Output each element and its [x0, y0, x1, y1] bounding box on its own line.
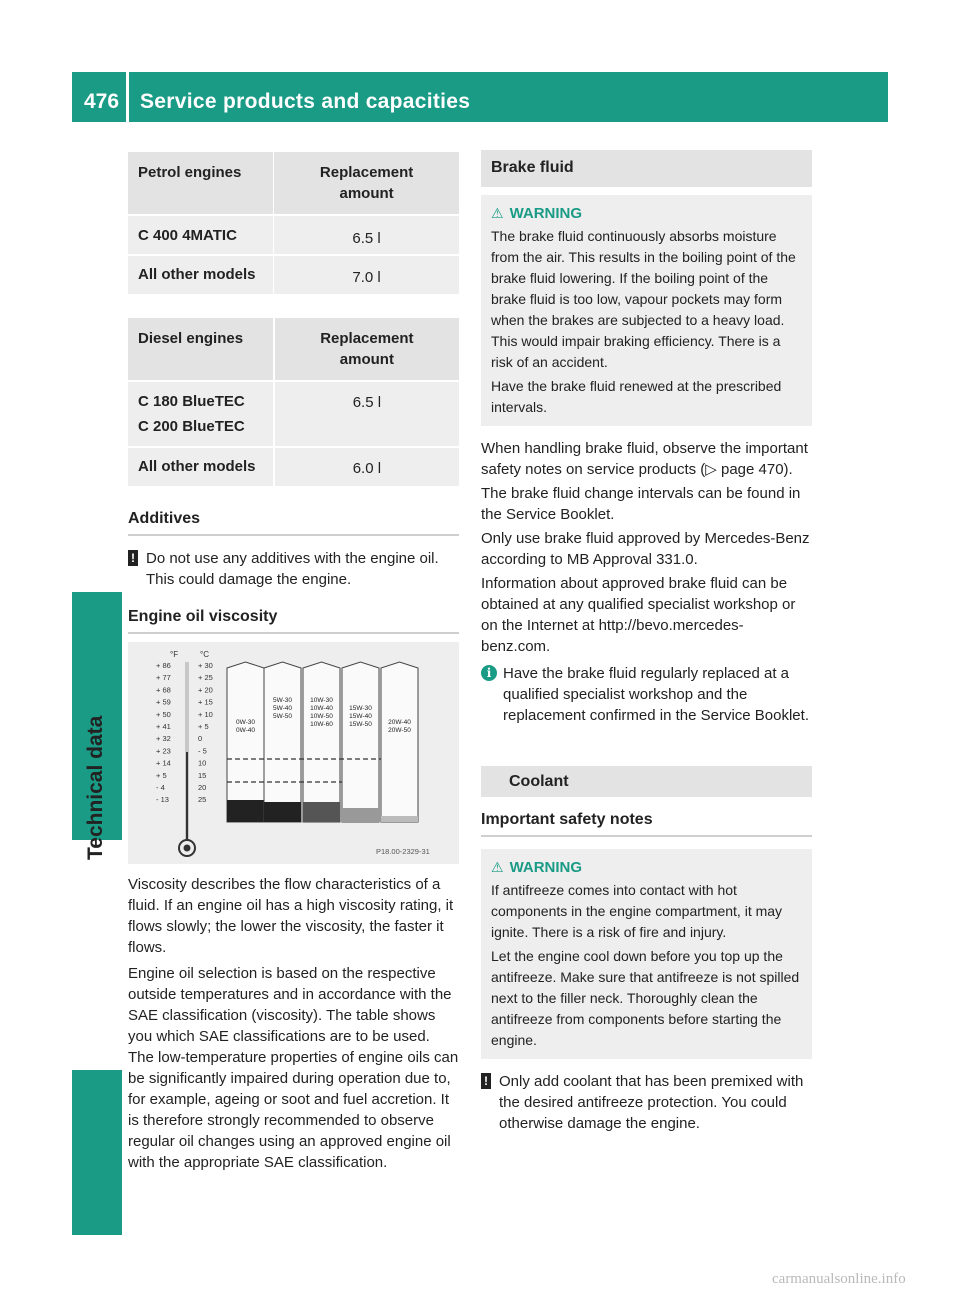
exclamation-icon: !: [481, 1073, 491, 1089]
table-header-cell: Replacement amount: [275, 318, 459, 380]
celsius-tick-label: + 5: [198, 722, 209, 731]
fahrenheit-tick-label: + 5: [156, 770, 167, 780]
exclamation-icon: !: [128, 550, 138, 566]
viscosity-bar-shape: [303, 662, 340, 822]
viscosity-grade-label: 20W-40: [388, 719, 411, 726]
viscosity-bar-shape: [227, 662, 264, 822]
warning-triangle-icon: ⚠: [491, 205, 504, 221]
fahrenheit-tick-label: + 50: [156, 709, 171, 719]
warning-text: The brake fluid continuously absorbs moisture from the air. This results in the boiling point of the brake fluid lowering. If the boiling point of the brake fluid is too low, vapour pockets may form when the brakes are subjected to a heavy load. This would impair braking efficiency. There is a risk of an accident.: [491, 228, 796, 370]
celsius-tick-label: + 30: [198, 661, 213, 670]
table-cell-model: [128, 382, 273, 446]
viscosity-bar-shade: [381, 816, 418, 822]
viscosity-bar-shape: [342, 662, 379, 822]
celsius-tick-label: 20: [198, 783, 207, 792]
viscosity-grade-label: 10W-50: [310, 713, 333, 720]
brake-fluid-paragraph: Information about approved brake fluid can be obtained at any qualified specialist workshop or on the Internet at http://bevo.mercedes-benz.com.: [481, 575, 796, 655]
table-cell-amount: 6.5 l: [274, 216, 459, 254]
brake-fluid-paragraph: Only use brake fluid approved by Mercedes-Benz according to MB Approval 331.0.: [481, 530, 810, 568]
celsius-tick-label: - 5: [198, 746, 207, 756]
warning-text: If antifreeze comes into contact with hot components in the engine compartment, it may ignite. There is a risk of fire and injury.: [491, 882, 783, 940]
fahrenheit-tick-label: + 59: [156, 697, 171, 707]
viscosity-grade-label: 10W-60: [310, 721, 333, 728]
coolant-subheading: Important safety notes: [481, 809, 812, 837]
viscosity-bar-shade: [342, 808, 379, 822]
celsius-tick-label: + 20: [198, 685, 213, 695]
viscosity-bar: [227, 662, 264, 822]
fahrenheit-tick-label: + 32: [156, 734, 171, 744]
coolant-note: [481, 1071, 812, 1134]
viscosity-grade-label: 15W-40: [349, 713, 372, 720]
brake-fluid-heading: Brake fluid: [481, 150, 812, 187]
viscosity-grade-label: 15W-50: [349, 721, 372, 728]
viscosity-paragraph-2: Engine oil selection is based on the respective outside temperatures and in accordance with the SAE classification (viscosity). The table shows you which SAE classifications are to be used. The low-temperature properties of engine oils can be significantly impaired during operation due to, for example, ageing or soot and fuel accretion. It is therefore strongly recommended to observe regular oil changes using an approved engine oil with the appropriate SAE classification.: [128, 965, 459, 1171]
diesel-engines-table: [128, 316, 459, 488]
fahrenheit-tick-label: + 14: [156, 758, 171, 768]
brake-fluid-paragraph: When handling brake fluid, observe the important safety notes on service products (▷ page 470).: [481, 440, 808, 478]
celsius-tick-label: + 10: [198, 709, 213, 719]
petrol-engines-table: [128, 150, 459, 296]
viscosity-bar-shape: [381, 662, 418, 822]
table-cell-amount: 6.5 l: [275, 382, 459, 446]
viscosity-chart-svg: [128, 642, 459, 864]
celsius-tick-label: 15: [198, 770, 207, 780]
viscosity-bar: [342, 662, 379, 822]
page-number: 476: [84, 90, 120, 113]
fahrenheit-label: °F: [170, 650, 179, 659]
viscosity-bar: [264, 662, 301, 822]
warning-triangle-icon: ⚠: [491, 859, 504, 875]
page-title: Service products and capacities: [140, 90, 471, 113]
fahrenheit-tick-label: + 23: [156, 746, 171, 756]
fahrenheit-tick-label: + 68: [156, 685, 171, 695]
thermometer-mercury: [186, 752, 188, 844]
viscosity-grade-label: 5W-50: [272, 713, 293, 720]
warning-title: [491, 857, 802, 878]
viscosity-bar: [303, 662, 340, 822]
table-cell-model: All other models: [128, 448, 273, 486]
fahrenheit-tick-label: + 77: [156, 673, 171, 683]
viscosity-bar: [381, 662, 418, 822]
viscosity-bar-shape: [264, 662, 301, 822]
viscosity-grade-label: 0W-30: [235, 719, 256, 726]
info-icon: i: [481, 665, 497, 681]
left-column: [128, 150, 459, 1173]
side-block: [72, 1070, 122, 1235]
table-header-cell: Diesel engines: [128, 318, 273, 380]
celsius-tick-label: + 25: [198, 673, 213, 683]
watermark: carmanualsonline.info: [772, 1271, 906, 1287]
additives-heading: Additives: [128, 508, 459, 536]
table-cell-model: All other models: [128, 256, 273, 294]
warning-title: [491, 203, 802, 224]
viscosity-grade-label: 5W-30: [272, 697, 293, 704]
celsius-tick-label: 0: [198, 734, 203, 744]
viscosity-bar-shade: [264, 802, 301, 822]
table-cell-amount: 6.0 l: [275, 448, 459, 486]
table-cell-amount: 7.0 l: [274, 256, 459, 294]
model-line: C 180 BlueTEC: [138, 393, 245, 410]
table-cell-model: C 400 4MATIC: [128, 216, 273, 254]
fahrenheit-tick-label: + 86: [156, 661, 171, 670]
coolant-heading: Coolant: [481, 766, 812, 797]
header-divider: [126, 72, 129, 122]
side-tab-label: [84, 830, 108, 860]
viscosity-bar-shade: [303, 802, 340, 822]
figure-code: P18.00-2329-31: [376, 847, 430, 856]
warning-label: WARNING: [509, 205, 583, 222]
coolant-warning: [481, 849, 812, 1059]
brake-fluid-info: [481, 663, 812, 726]
thermometer-bulb-core: [184, 845, 191, 852]
brake-fluid-paragraph: The brake fluid change intervals can be found in the Service Booklet.: [481, 485, 801, 523]
celsius-label: °C: [200, 650, 209, 659]
viscosity-heading: Engine oil viscosity: [128, 606, 459, 634]
fahrenheit-tick-label: - 13: [156, 795, 169, 805]
viscosity-grade-label: 10W-30: [310, 697, 333, 704]
warning-label: WARNING: [509, 859, 583, 876]
celsius-tick-label: 25: [198, 795, 207, 805]
viscosity-grade-label: 0W-40: [235, 727, 256, 734]
celsius-tick-label: + 15: [198, 697, 213, 707]
viscosity-grade-label: 10W-40: [310, 705, 333, 712]
viscosity-paragraph-1: Viscosity describes the flow characteristics of a fluid. If an engine oil has a high viscosity rating, it flows slowly; the lower the viscosity, the faster it flows.: [128, 876, 454, 956]
table-header-cell: Petrol engines: [128, 152, 273, 214]
brake-fluid-warning: [481, 195, 812, 426]
additives-note: [128, 548, 459, 590]
viscosity-grade-label: 5W-40: [272, 705, 293, 712]
warning-text: Let the engine cool down before you top up the antifreeze. Make sure that antifreeze is not spilled next to the filler neck. Thoroughly clean the antifreeze from components before starting the engine.: [491, 948, 800, 1048]
coolant-note-text: Only add coolant that has been premixed with the desired antifreeze protection. You could otherwise damage the engine.: [499, 1073, 804, 1132]
viscosity-chart: [128, 642, 459, 864]
fahrenheit-tick-label: + 41: [156, 722, 171, 731]
warning-text: Have the brake fluid renewed at the prescribed intervals.: [491, 378, 782, 415]
fahrenheit-tick-label: - 4: [156, 783, 165, 792]
right-column: [481, 150, 812, 1134]
model-line: C 200 BlueTEC: [138, 418, 245, 435]
table-header-cell: Replacement amount: [274, 152, 459, 214]
viscosity-grade-label: 15W-30: [349, 705, 372, 712]
page-header: [72, 72, 888, 122]
celsius-tick-label: 10: [198, 758, 207, 768]
viscosity-grade-label: 20W-50: [388, 727, 411, 734]
viscosity-bar-shade: [227, 800, 264, 822]
additives-note-text: Do not use any additives with the engine oil. This could damage the engine.: [146, 550, 439, 588]
brake-fluid-info-text: Have the brake fluid regularly replaced at a qualified specialist workshop and the replacement confirmed in the Service Booklet.: [503, 665, 809, 724]
